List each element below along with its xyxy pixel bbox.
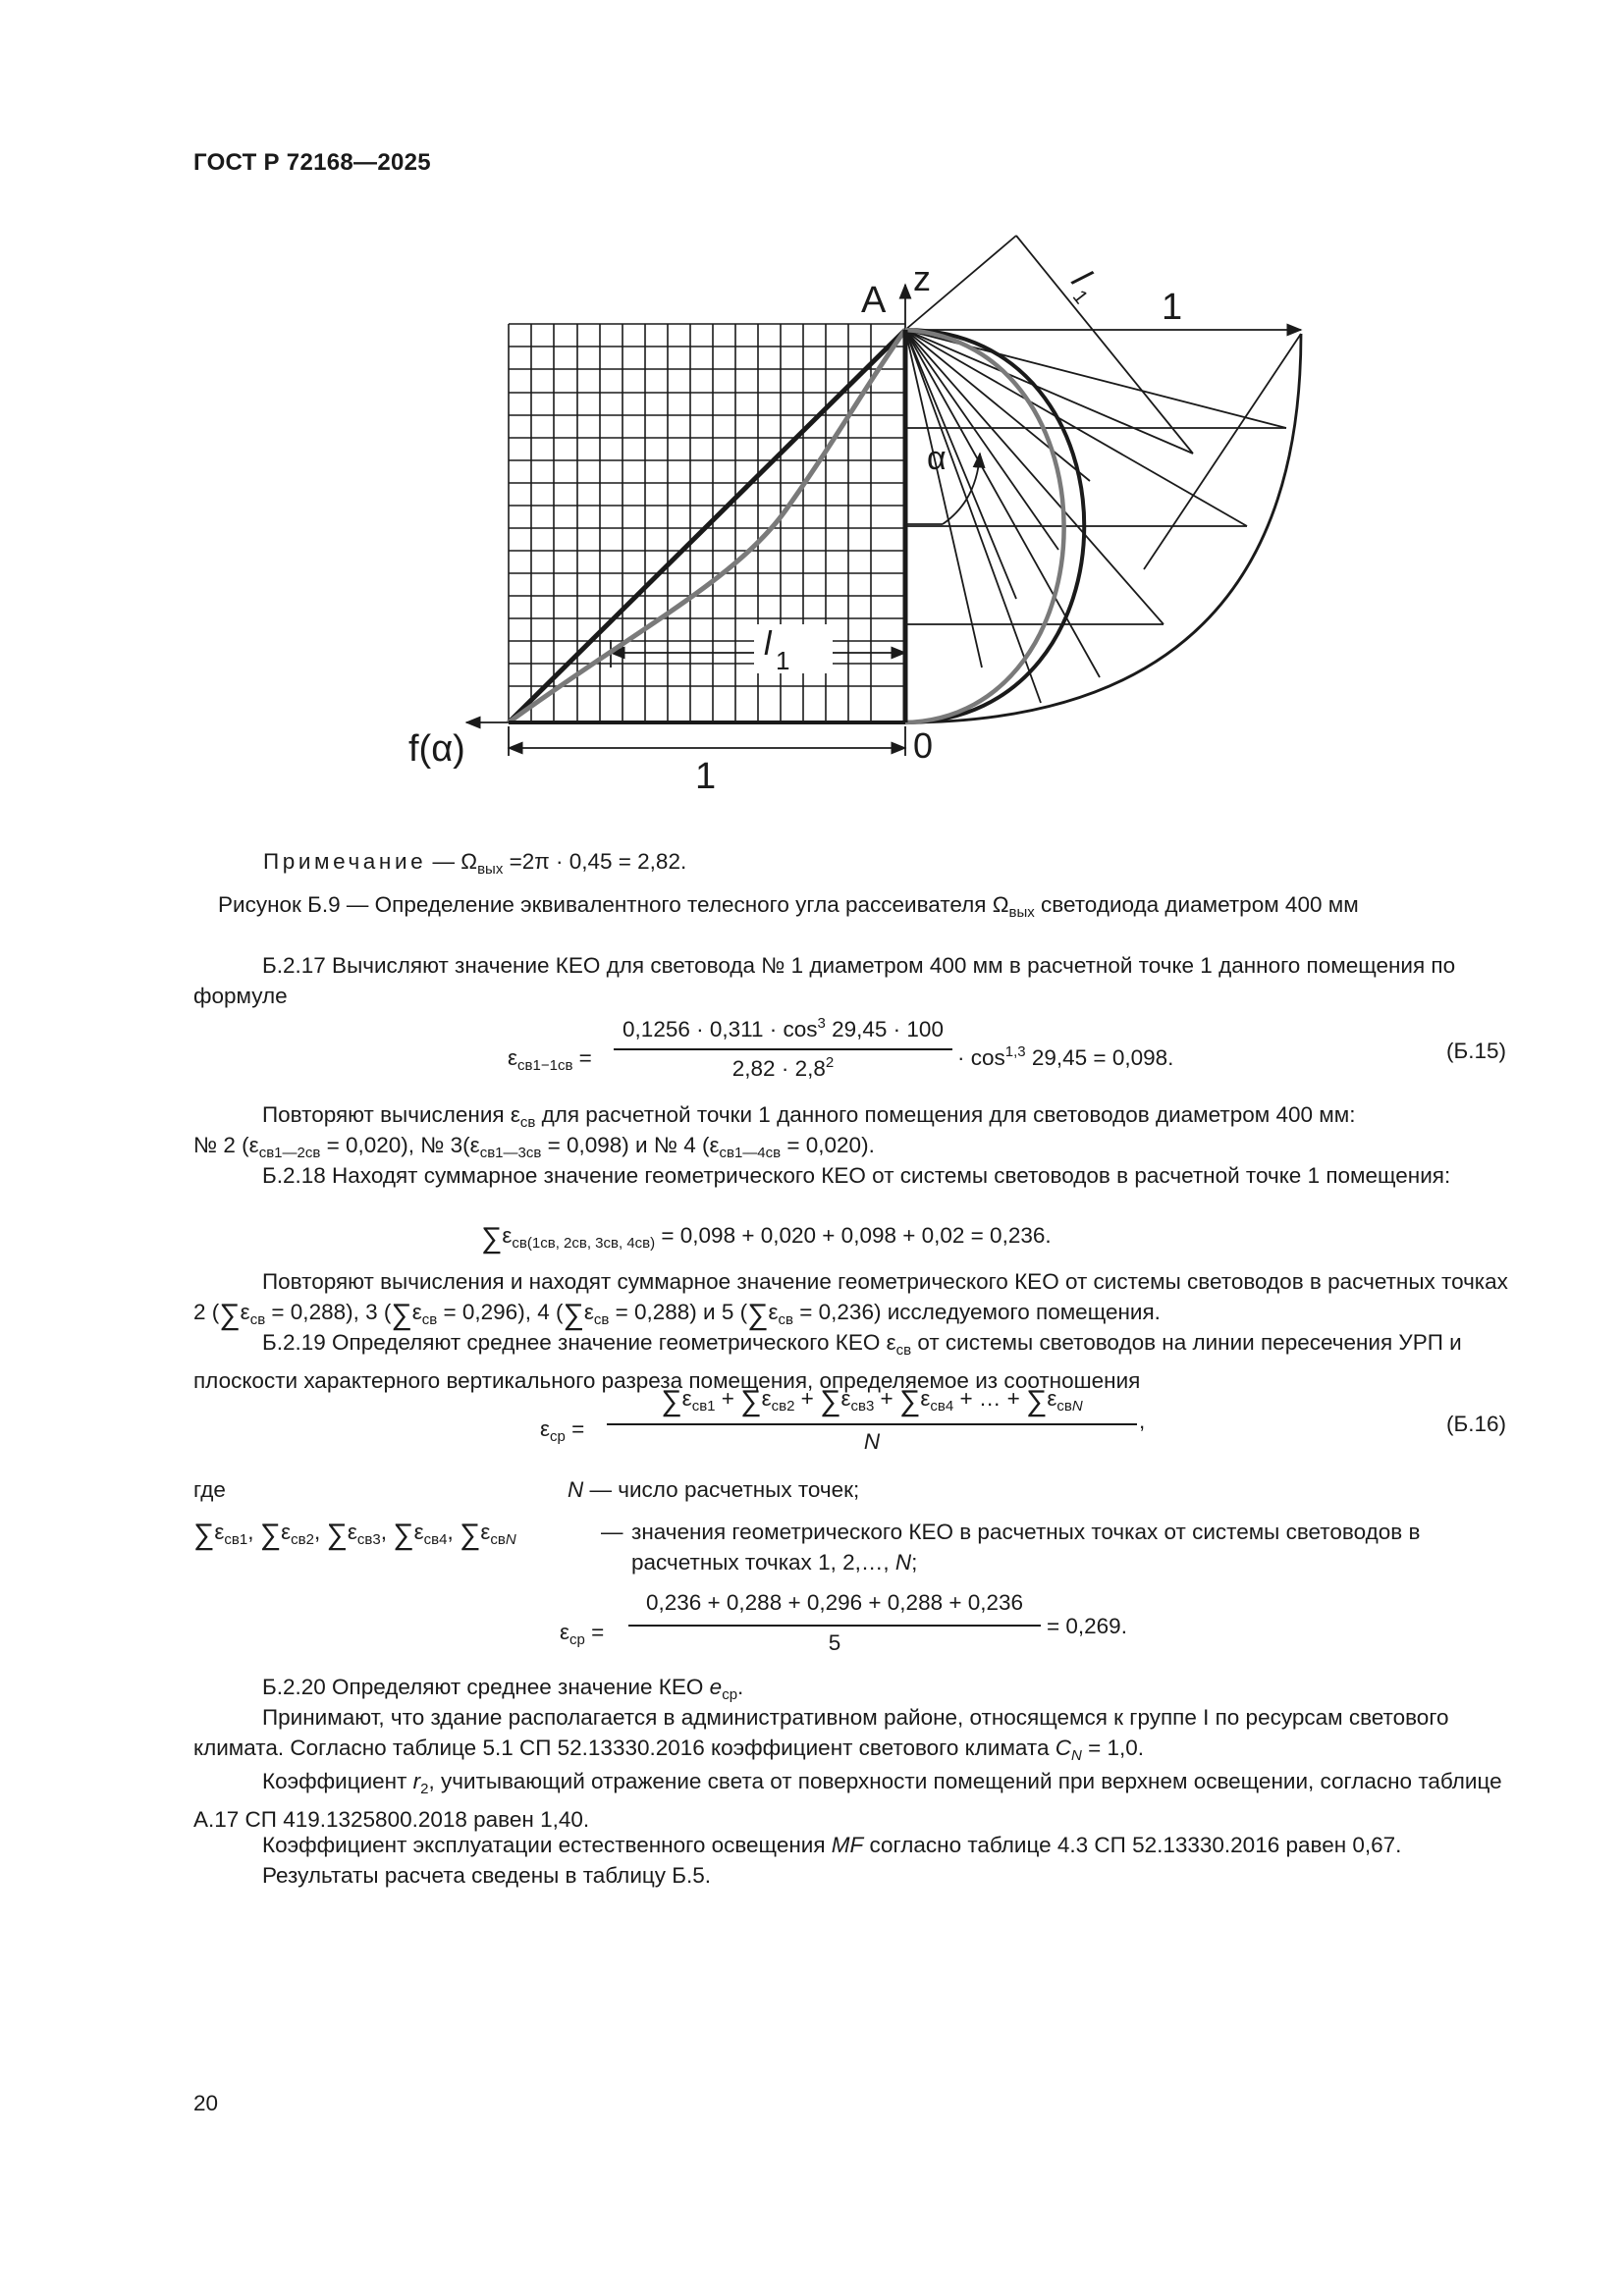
figure-caption: Рисунок Б.9 — Определение эквивалентного телесного угла рассеивателя $\Omega_{вых}$ светодиода диаметром 400 мм: [218, 892, 1359, 921]
where-sum-definition: значения геометрического КЕО в расчетных точках от системы световодов в расчетных точках 1, 2,…, N;: [631, 1520, 1421, 1575]
right-lines: [905, 236, 1301, 722]
paragraph-b2-18: Б.2.18 Находят суммарное значение геометрического КЕО от системы световодов в расчетной точке 1 помещения:: [262, 1163, 1451, 1188]
where-sum-symbols: $\sum\varepsilon_{св1}$, $\sum\varepsilon_{св2}$, $\sum\varepsilon_{св3}$, $\sum\varepsilon_{св4}$, $\sum\varepsilon_{свN}$: [193, 1519, 516, 1551]
paragraph-b2-20: Б.2.20 Определяют среднее значение КЕО $e_{ср}$.: [262, 1675, 744, 1703]
label-z: z: [913, 258, 931, 298]
equation-sum-point1: $\sum\varepsilon_{св(1св, 2св, 3св, 4св)} = 0,098 + 0,020 + 0,098 + 0,02 = 0,236$.: [481, 1222, 1052, 1255]
page-number: 20: [193, 2091, 219, 2115]
label-zero: 0: [913, 725, 934, 766]
outer-arc: [905, 334, 1301, 722]
label-f-alpha: f(α): [408, 728, 465, 770]
paragraph-results: Результаты расчета сведены в таблицу Б.5.: [262, 1863, 712, 1888]
paragraph-reflection: Коэффициент $r_2$, учитывающий отражение света от поверхности помещений при верхнем освещении, согласно таблице А.17 СП 419.1325800.2018 равен 1,40.: [193, 1769, 1502, 1832]
where-dash: —: [601, 1520, 623, 1544]
label-l1-top-sub: 1: [1067, 286, 1092, 309]
label-one-bottom: 1: [695, 756, 717, 797]
figure-b9-diagram: [0, 0, 1624, 815]
label-one-top: 1: [1162, 287, 1183, 328]
equation-label-b15: (Б.15): [1446, 1039, 1507, 1063]
label-l1-top: l: [1063, 263, 1099, 293]
label-alpha: α: [927, 440, 947, 477]
paragraph-b2-17: Б.2.17 Вычисляют значение КЕО для световода № 1 диаметром 400 мм в расчетной точке 1 данного помещения по формуле: [193, 953, 1456, 1008]
document-header: ГОСТ Р 72168—2025: [193, 149, 431, 176]
equation-label-b16: (Б.16): [1446, 1412, 1507, 1436]
paragraph-climate: Принимают, что здание располагается в административном районе, относящемся к группе I по ресурсам светового климата. Согласно таблице 5.1 СП 52.13330.2016 коэффициент светового климата $C_N = 1,0$.: [193, 1705, 1449, 1764]
paragraph-repeat-sum: Повторяют вычисления и находят суммарное значение геометрического КЕО от системы световодов в расчетных точках 2 $(\sum\varepsilon_{св} = 0,288)$, 3 $(\sum\varepsilon_{св} = 0,296)$, 4 $(\sum\varepsilon_{св} = 0,288)$ и 5 $(\sum\varepsilon_{св} = 0,236)$ исследуемого помещения.: [193, 1269, 1508, 1331]
figure-note: Примечание — $\Omega_{вых} =2\pi \cdot 0,45 = 2,82$.: [263, 849, 687, 878]
where-word: где: [193, 1477, 226, 1502]
paragraph-repeat-values: № 2 $(\varepsilon_{св1—2св} = 0,020)$, № $3(\varepsilon_{св1—3св} = 0,098)$ и № 4 $(\varepsilon_{св1—4св} = 0,020)$.: [193, 1133, 875, 1161]
label-l1-mid-sub: 1: [776, 646, 790, 675]
paragraph-b2-19: Б.2.19 Определяют среднее значение геометрического КЕО $\varepsilon_{св}$ от системы световодов на линии пересечения УРП и плоскости характерного вертикального разреза помещения, определяемое из соотношения: [193, 1330, 1462, 1393]
label-l1-mid: l: [764, 625, 772, 663]
where-n-definition: N — число расчетных точек;: [568, 1477, 860, 1502]
paragraph-repeat-calc: Повторяют вычисления $\varepsilon_{св}$ для расчетной точки 1 данного помещения для световодов диаметром 400 мм:: [262, 1102, 1356, 1131]
paragraph-maintenance: Коэффициент эксплуатации естественного освещения MF согласно таблице 4.3 СП 52.13330.2016 равен 0,67.: [262, 1833, 1402, 1857]
label-A: A: [861, 280, 887, 321]
